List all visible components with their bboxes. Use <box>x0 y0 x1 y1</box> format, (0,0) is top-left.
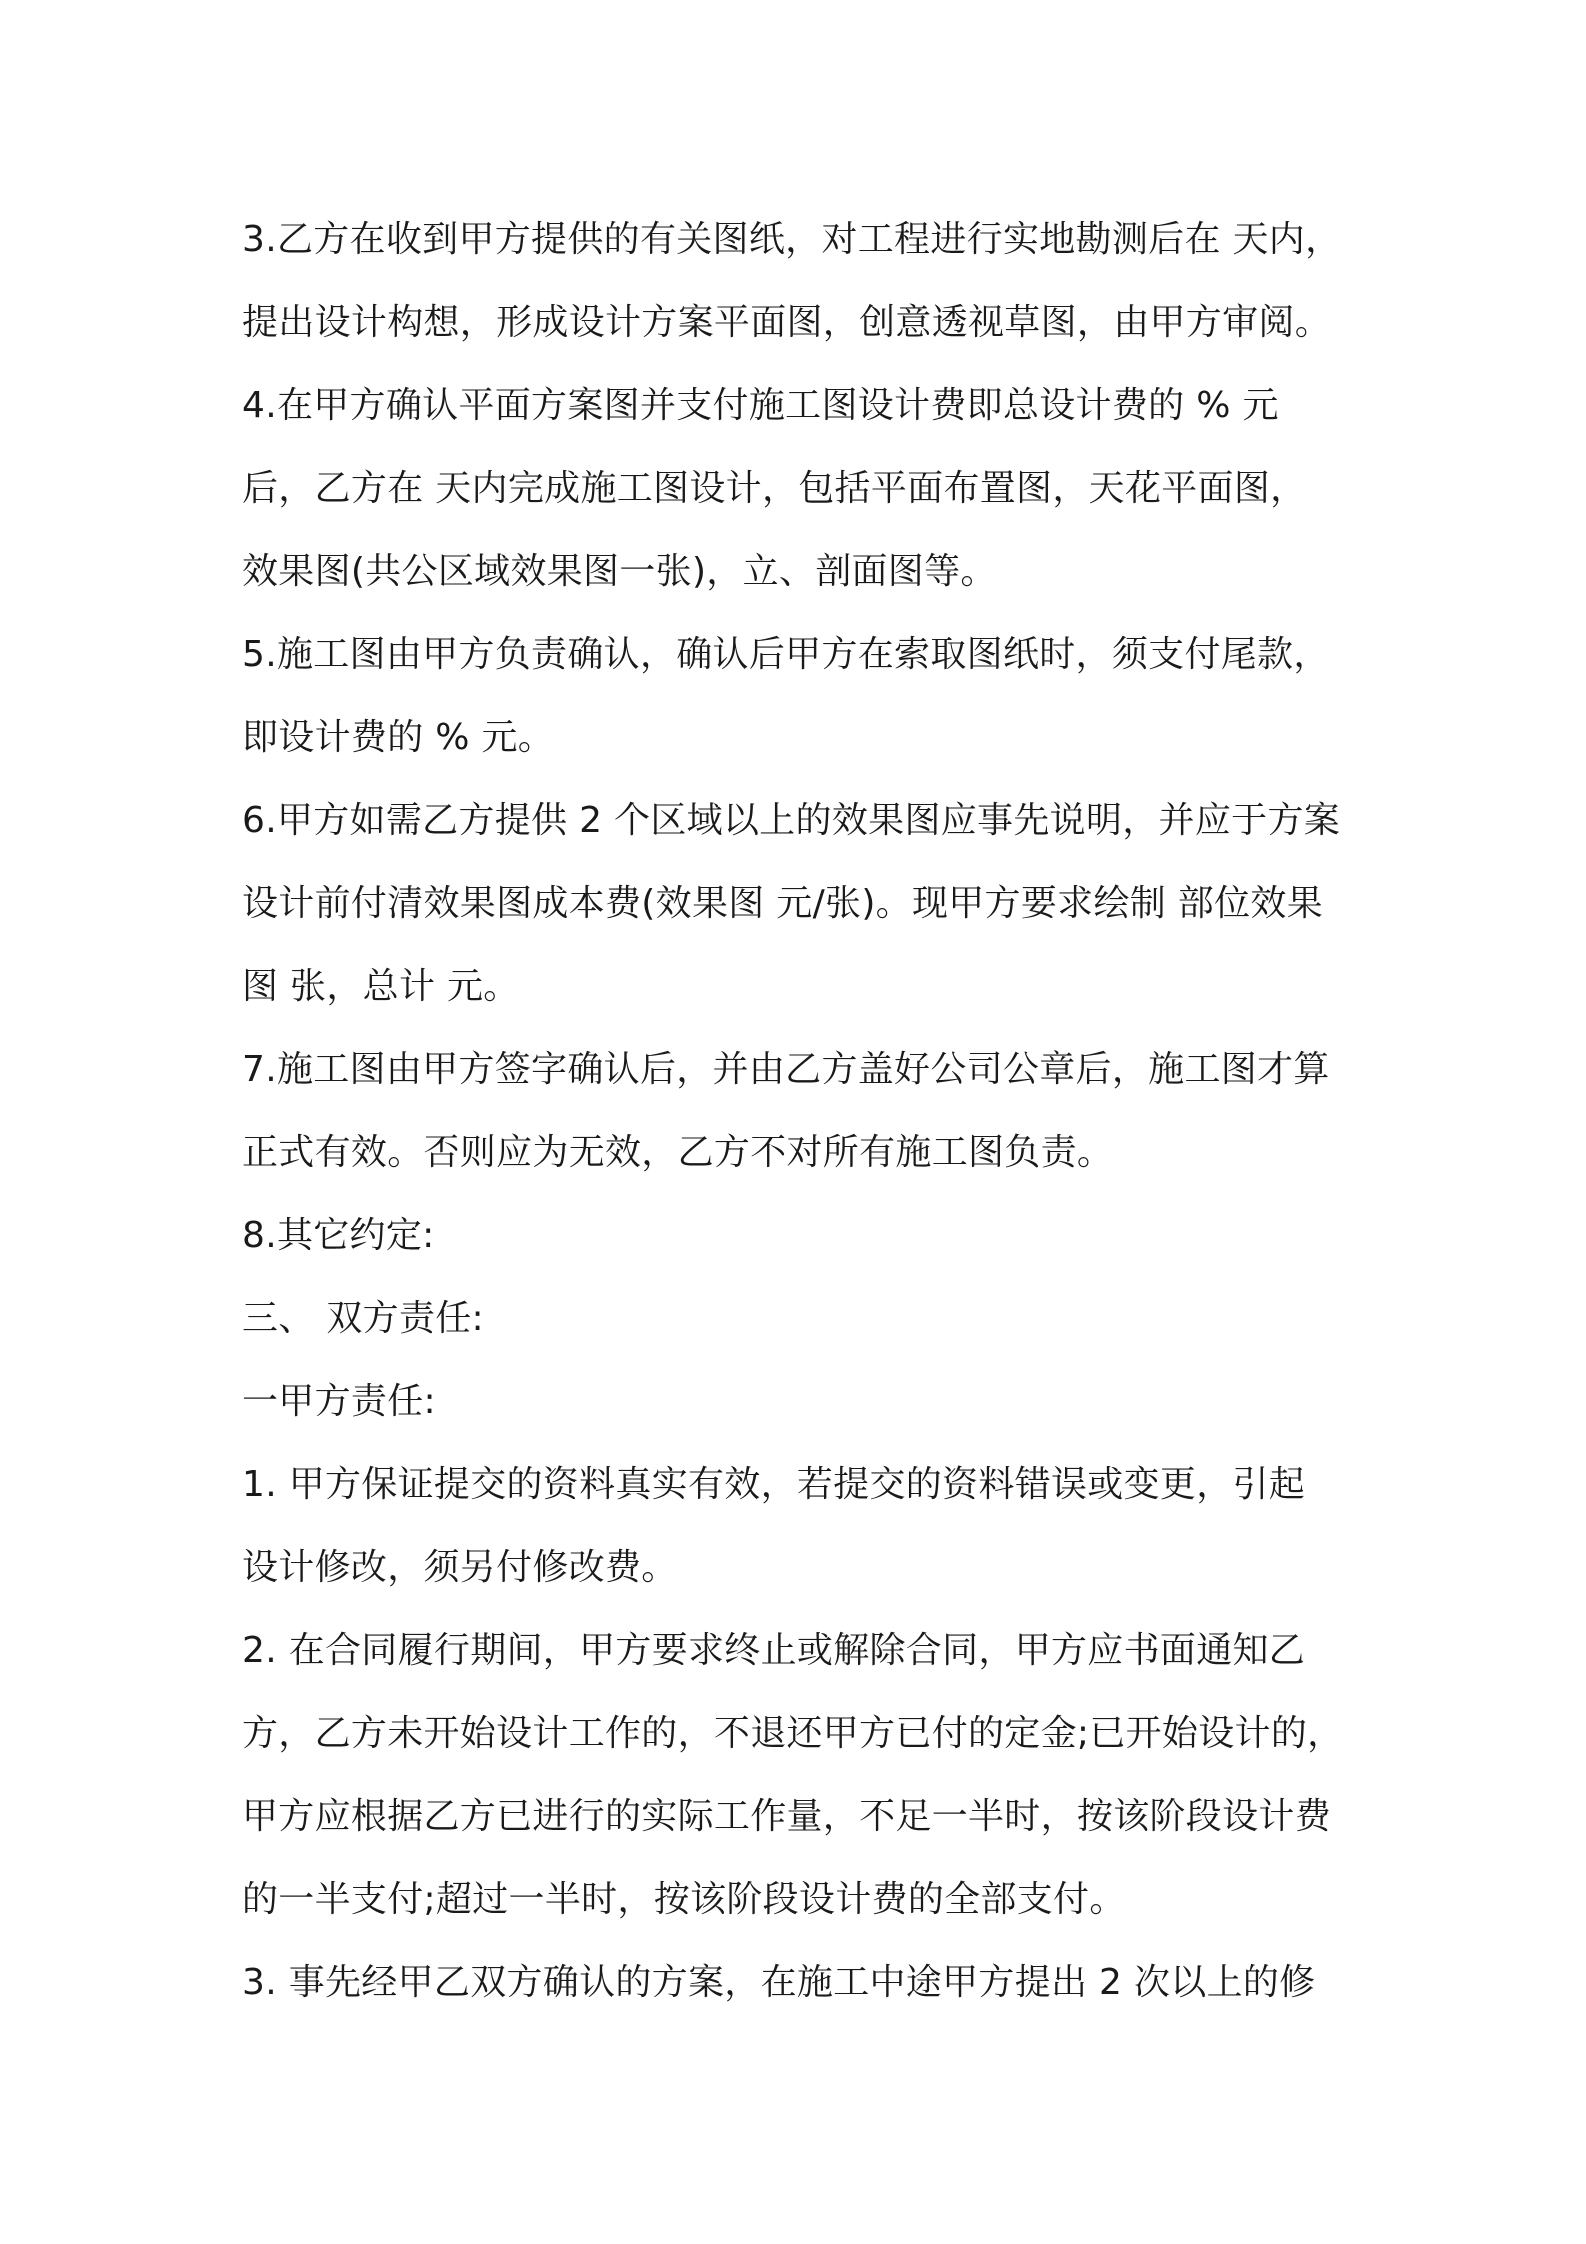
text-line: 3.乙方在收到甲方提供的有关图纸，对工程进行实地勘测后在 天内， <box>242 219 1342 260</box>
text-line: 2. 在合同履行期间，甲方要求终止或解除合同，甲方应书面通知乙 <box>242 1630 1306 1671</box>
text-line: 效果图(共公区域效果图一张)，立、剖面图等。 <box>242 551 997 592</box>
document-page <box>242 198 1362 2024</box>
text-line: 5.施工图由甲方负责确认，确认后甲方在索取图纸时，须支付尾款， <box>242 634 1330 675</box>
text-line: 6.甲方如需乙方提供 2 个区域以上的效果图应事先说明，并应于方案 <box>242 800 1341 841</box>
text-line: 4.在甲方确认平面方案图并支付施工图设计费即总设计费的 % 元 <box>242 385 1279 426</box>
text-line: 1. 甲方保证提交的资料真实有效，若提交的资料错误或变更，引起 <box>242 1464 1306 1505</box>
text-line: 图 张，总计 元。 <box>242 966 520 1007</box>
text-line: 7.施工图由甲方签字确认后，并由乙方盖好公司公章后，施工图才算 <box>242 1049 1330 1090</box>
text-line: 8.其它约定: <box>242 1215 435 1256</box>
text-line: 3. 事先经甲乙双方确认的方案，在施工中途甲方提出 2 次以上的修 <box>242 1962 1316 2003</box>
text-line: 即设计费的 % 元。 <box>242 717 555 758</box>
text-line: 方，乙方未开始设计工作的，不退还甲方已付的定金;已开始设计的， <box>242 1713 1344 1754</box>
section-heading: 三、 双方责任: <box>242 1298 484 1339</box>
text-line: 后，乙方在 天内完成施工图设计，包括平面布置图，天花平面图， <box>242 468 1307 509</box>
text-line: 设计修改，须另付修改费。 <box>242 1547 678 1588</box>
text-line: 正式有效。否则应为无效，乙方不对所有施工图负责。 <box>242 1132 1114 1173</box>
text-line: 甲方应根据乙方已进行的实际工作量，不足一半时，按该阶段设计费 <box>242 1796 1332 1837</box>
text-line: 的一半支付;超过一半时，按该阶段设计费的全部支付。 <box>242 1879 1126 1920</box>
subsection-heading: 一甲方责任: <box>242 1381 436 1422</box>
text-line: 提出设计构想，形成设计方案平面图，创意透视草图，由甲方审阅。 <box>242 302 1332 343</box>
text-line: 设计前付清效果图成本费(效果图 元/张)。现甲方要求绘制 部位效果 <box>242 883 1324 924</box>
